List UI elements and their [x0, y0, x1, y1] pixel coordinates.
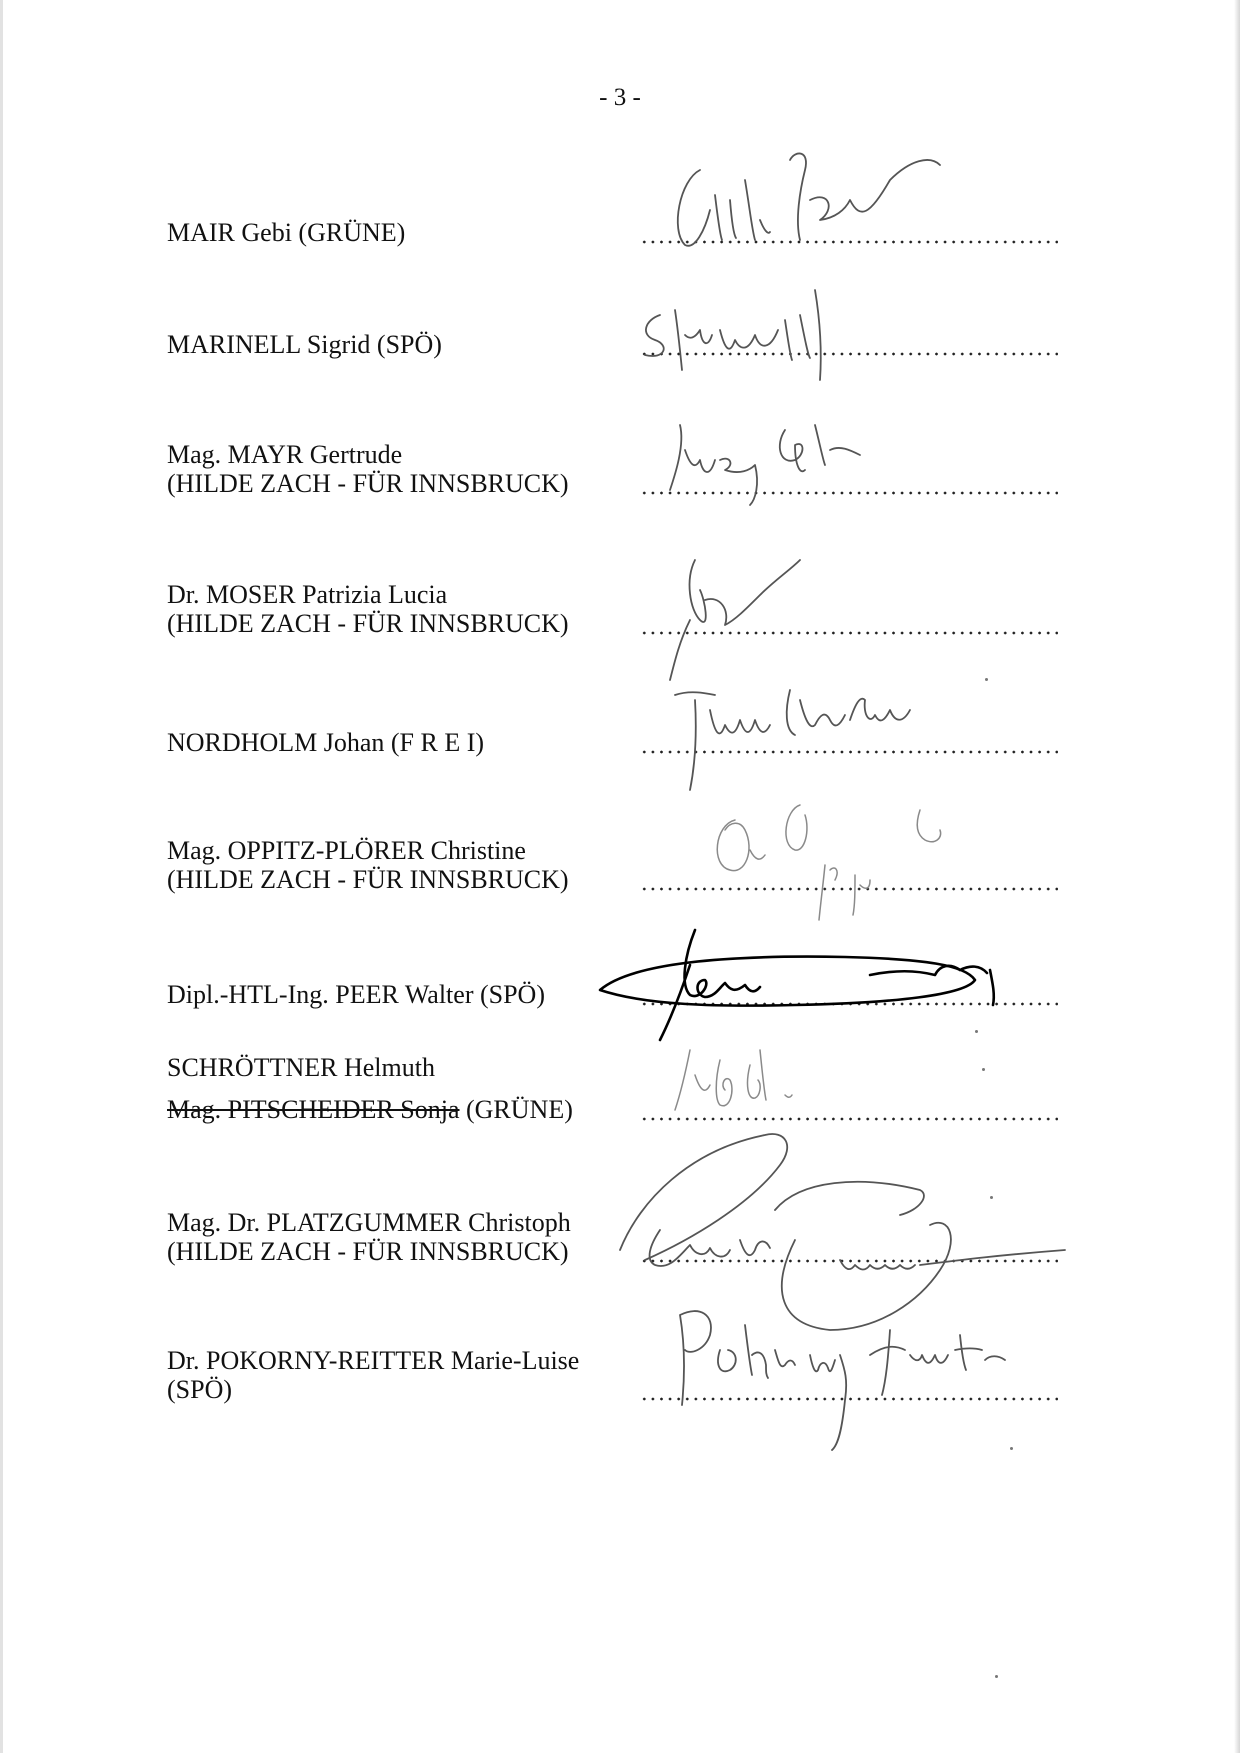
handwritten-signature: [630, 280, 860, 390]
member-name: SCHRÖTTNER Helmuth: [167, 1053, 435, 1082]
handwritten-signature: [705, 790, 965, 940]
page-number: - 3 -: [599, 84, 641, 111]
handwritten-signature: [660, 1300, 1030, 1460]
scan-left-edge: [0, 0, 3, 1753]
handwritten-signature: [660, 140, 960, 260]
scan-speck: [985, 678, 988, 681]
member-name: MARINELL Sigrid (SPÖ): [167, 330, 442, 359]
member-party: (SPÖ): [167, 1375, 233, 1404]
member-name: Mag. Dr. PLATZGUMMER Christoph: [167, 1208, 571, 1237]
member-name: Mag. OPPITZ-PLÖRER Christine: [167, 836, 526, 865]
member-name-replaced: [167, 1095, 573, 1124]
scan-speck: [990, 1196, 993, 1199]
handwritten-signature: [595, 925, 1035, 1045]
member-party: (HILDE ZACH - FÜR INNSBRUCK): [167, 469, 569, 498]
handwritten-signature: [655, 405, 885, 515]
scan-speck: [975, 1030, 978, 1033]
scan-right-edge: [1234, 0, 1240, 1753]
struck-name: Mag. PITSCHEIDER Sonja: [167, 1095, 460, 1124]
member-name: MAIR Gebi (GRÜNE): [167, 218, 406, 247]
member-party: (GRÜNE): [459, 1095, 573, 1124]
handwritten-signature: [655, 665, 945, 795]
handwritten-signature: [600, 1120, 1080, 1330]
member-party: (HILDE ZACH - FÜR INNSBRUCK): [167, 865, 569, 894]
member-party: (HILDE ZACH - FÜR INNSBRUCK): [167, 1237, 569, 1266]
member-name: NORDHOLM Johan (F R E I): [167, 728, 485, 757]
handwritten-signature: [660, 1030, 820, 1130]
scan-speck: [995, 1675, 998, 1678]
member-name: Dr. MOSER Patrizia Lucia: [167, 580, 448, 609]
member-name: Dipl.-HTL-Ing. PEER Walter (SPÖ): [167, 980, 545, 1009]
scan-speck: [982, 1068, 985, 1071]
member-name: Mag. MAYR Gertrude: [167, 440, 403, 469]
scan-speck: [1010, 1447, 1013, 1450]
member-party: (HILDE ZACH - FÜR INNSBRUCK): [167, 609, 569, 638]
member-name: Dr. POKORNY-REITTER Marie-Luise: [167, 1346, 580, 1375]
